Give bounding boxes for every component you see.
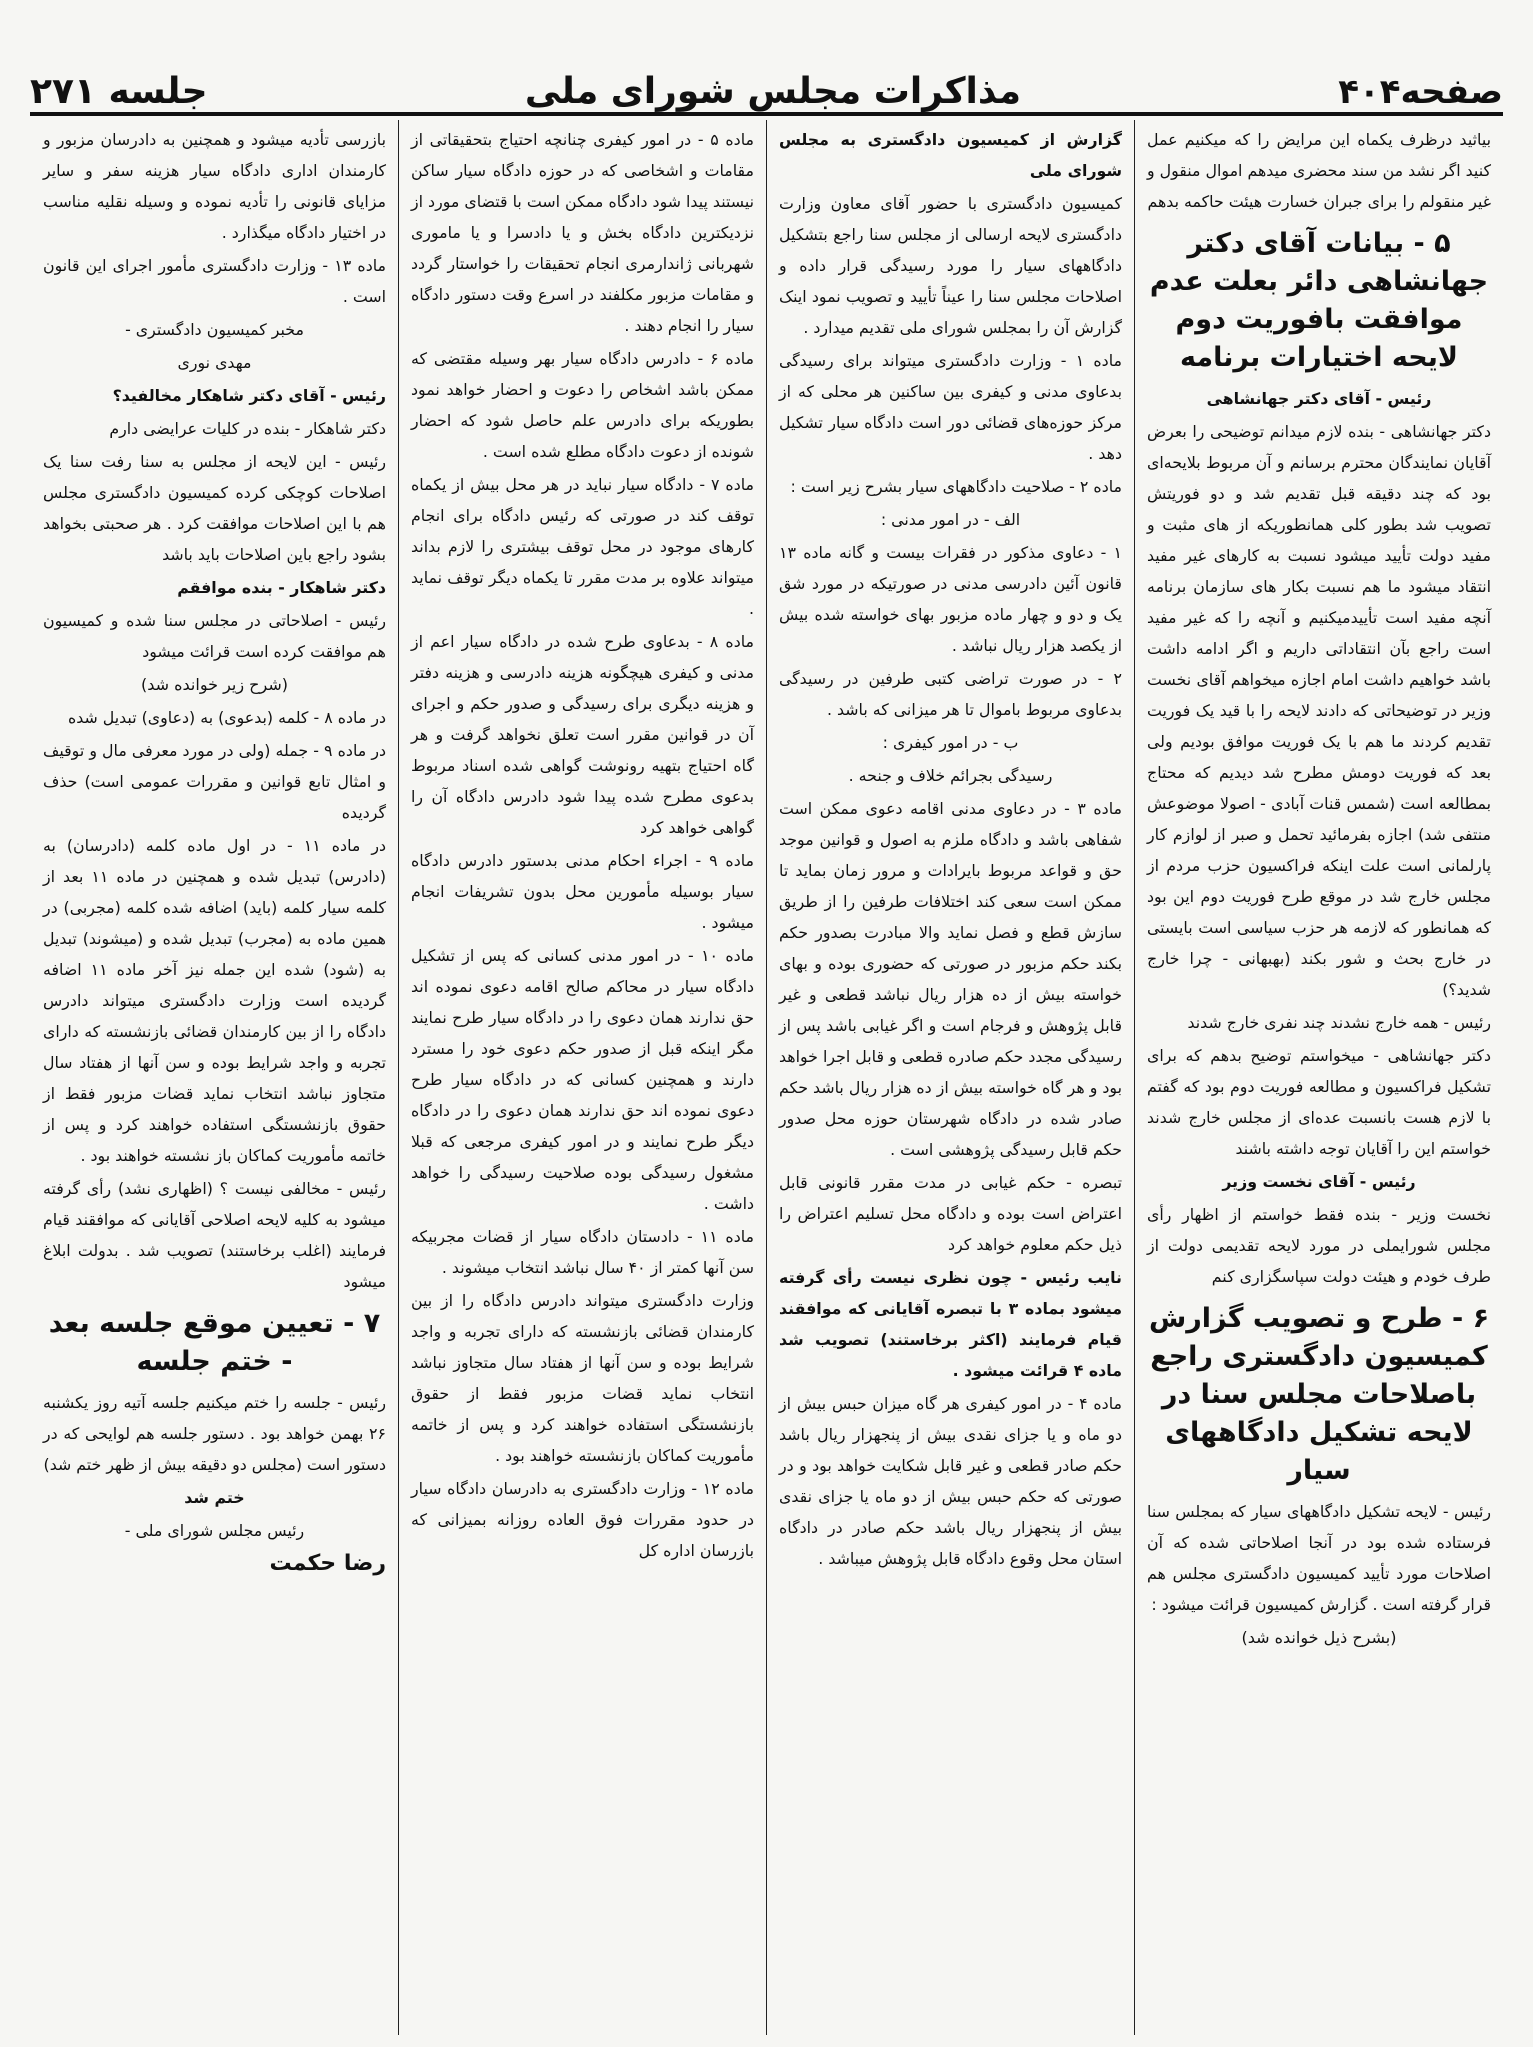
paragraph: رئیس - اصلاحاتی در مجلس سنا شده و کمیسیون هم موافقت کرده است قرائت میشود	[43, 611, 386, 661]
paragraph: ۲ - در صورت تراضی کتبی طرفین در رسیدگی بدعاوی مربوط باموال تا هر میزانی که باشد .	[779, 669, 1122, 719]
paragraph: کمیسیون دادگستری با حضور آقای معاون وزارت دادگستری لایحه ارسالی از مجلس سنا راجع بتشکیل دادگاههای سیار را مورد رسیدگی قرار داده و اصلاحات مجلس سنا را عیناً تأیید و تصویب نمود اینک گزارش آن را بمجلس شورای ملی تقدیم میدارد .	[779, 194, 1122, 337]
paragraph: رئیس - جلسه را ختم میکنیم جلسه آتیه روز یکشنبه ۲۶ بهمن خواهد بود . دستور جلسه هم لوایحی که در دستور است (مجلس دو دقیقه بیش از ظهر ختم شد)	[43, 1393, 386, 1474]
column-4	[31, 120, 399, 2035]
text-columns	[30, 120, 1503, 2035]
paragraph: رئیس - این لایحه از مجلس به سنا رفت سنا یک اصلاحات کوچکی کرده کمیسیون دادگستری مجلس هم با این اصلاحات موافقت کرد . هر صحبتی بخواهد بشود راجع باین اصلاحات باید باشد	[43, 452, 386, 564]
page-header	[30, 50, 1503, 112]
paragraph: در ماده ۹ - جمله (ولی در مورد معرفی مال و توقیف و امثال تابع قوانین و مقررات عمومی است) حذف گردیده	[43, 741, 386, 822]
paragraph: دکتر جهانشاهی - میخواستم توضیح بدهم که برای تشکیل فراکسیون و مطالعه فوریت دوم بود که گفتم با لازم هست بانسبت عده‌ای از مجلس خارج شدند خواستم این را آقایان توجه داشته باشند	[1147, 1046, 1491, 1158]
paragraph: رئیس - آقای نخست وزیر	[1222, 1172, 1416, 1191]
section-title-5: ۵ - بیانات آقای دکتر جهانشاهی دائر بعلت عدم موافقت بافوریت دوم لایحه اختیارات برنامه	[1149, 228, 1489, 373]
paragraph: بیاثید درظرف یکماه این مرایض را که میکنیم عمل کنید اگر نشد من سند محضری میدهم اموال منقول و غیر منقولم را برای جبران خسارت هیئت حاکمه بدهم	[1147, 130, 1491, 211]
paragraph: ۱ - دعاوی مذکور در فقرات بیست و گانه ماده ۱۳ قانون آئین دادرسی مدنی در صورتیکه در مورد شق یک و دو و چهار ماده مزبور بهای خواسته شده بیش از یکصد هزار ریال نباشد .	[779, 543, 1122, 655]
paragraph: ماده ۵ - در امور کیفری چنانچه احتیاج بتحقیقاتی از مقامات و اشخاصی که در حوزه دادگاه سیار ساکن نیستند پیدا شود دادگاه ممکن است با قتضای مورد از نزدیکترین دادگاه بخش و یا دادسرا و یا ماموری شهربانی ژاندارمری انجام تحقیقات را خواستار گردد و مقامات مزبور مکلفند در اسرع وقت دستور دادگاه سیار را انجام دهند .	[411, 130, 754, 335]
paragraph: ماده ۱۲ - وزارت دادگستری به دادرسان دادگاه سیار در حدود مقررات فوق العاده روزانه بمیزانی که بازرسان اداره کل	[411, 1479, 754, 1560]
section-title-6: ۶ - طرح و تصویب گزارش کمیسیون دادگستری راجع باصلاحات مجلس سنا در لایحه تشکیل دادگاههای سیار	[1148, 1303, 1490, 1486]
paragraph: رئیس - مخالفی نیست ؟ (اظهاری نشد) رأی گرفته میشود به کلیه لایحه اصلاحی آقایانی که موافقند قیام فرمایند (اغلب برخاستند) تصویب شد . بدولت ابلاغ میشود	[43, 1179, 386, 1291]
paragraph: الف - در امور مدنی :	[880, 510, 1021, 529]
column-3	[399, 120, 767, 2035]
paragraph: مخبر کمیسیون دادگستری -	[125, 320, 304, 339]
signature-name: رضا حکمت	[269, 1551, 386, 1576]
paragraph: بازرسی تأدیه میشود و همچنین به دادرسان مزبور و کارمندان اداری دادگاه سیار هزینه سفر و سایر مزایای قانونی را تأدیه نموده و وسیله نقلیه مناسب در اختیار دادگاه میگذارد .	[43, 130, 386, 242]
section-title-7: ۷ - تعیین موقع جلسه بعد - ختم جلسه	[48, 1308, 381, 1377]
paragraph: دکتر شاهکار - بنده موافقم	[177, 578, 386, 597]
paragraph: ماده ۱۰ - در امور مدنی کسانی که پس از تشکیل دادگاه سیار در محاکم صالح اقامه دعوی نموده اند حق ندارند همان دعوی را در دادگاه سیار طرح نمایند مگر اینکه قبل از صدور حکم دعوی خود را مسترد دارند و همچنین کسانی که در دادگاه سیار طرح دعوی نموده اند حق ندارند همان دعوی را در دادگاه دیگر طرح نمایند و در امور کیفری مرجعی که قبلا مشغول رسیدگی بوده صلاحیت رسیدگی را خواهد داشت .	[411, 946, 754, 1213]
paragraph: ماده ۶ - دادرس دادگاه سیار بهر وسیله مقتضی که ممکن باشد اشخاص را دعوت و احضار خواهد نمود بطوریکه برای دادرس علم حاصل شود که احضار شونده از دعوت دادگاه مطلع شده است .	[411, 349, 754, 461]
paragraph: گزارش از کمیسیون دادگستری به مجلس شورای ملی	[779, 130, 1122, 180]
paragraph: ماده ۴ - در امور کیفری هر گاه میزان حبس بیش از دو ماه و یا جزای نقدی بیش از پنجهزار ریال باشد حکم صادر قطعی و غیر قابل شکایت خواهد بود و در صورتی که حکم حبس بیش از دو ماه یا جزای نقدی بیش از پنجهزار ریال باشد حکم صادر در دادگاه استان محل وقوع دادگاه قابل پژوهش میباشد .	[779, 1394, 1122, 1568]
paragraph: (شرح زیر خوانده شد)	[141, 675, 288, 694]
header-rule	[30, 112, 1503, 116]
column-1	[1135, 120, 1503, 2035]
paragraph: مهدی نوری	[177, 353, 252, 372]
publication-title: مذاکرات مجلس شورای ملی	[524, 71, 1021, 112]
paragraph: ماده ۷ - دادگاه سیار نباید در هر محل بیش از یکماه توقف کند در صورتی که رئیس دادگاه برای انجام کارهای موجود در محل توقف بیشتری را لازم بداند میتواند علاوه بر مدت مقرر تا یکماه دیگر توقف نماید .	[411, 475, 754, 618]
paragraph: دکتر شاهکار - بنده در کلیات عرایضی دارم	[109, 419, 386, 438]
paragraph: ب - در امور کیفری :	[882, 733, 1019, 752]
paragraph: رسیدگی بجرائم خلاف و جنحه .	[848, 766, 1053, 785]
paragraph: ختم شد	[184, 1488, 245, 1507]
paragraph: رئیس - همه خارج نشدند چند نفری خارج شدند	[1187, 1013, 1491, 1032]
paragraph: رئیس - آقای دکتر شاهکار مخالفید؟	[112, 386, 386, 405]
paragraph: رئیس مجلس شورای ملی -	[124, 1521, 305, 1540]
paragraph: ماده ۱۱ - دادستان دادگاه سیار از قضات مجربیکه سن آنها کمتر از ۴۰ سال نباشد انتخاب میشوند .	[411, 1227, 755, 1277]
paragraph: وزارت دادگستری میتواند دادرس دادگاه را از بین کارمندان قضائی بازنشسته که دارای تجربه و واجد شرایط بوده و سن آنها از هفتاد سال متجاوز نباشد انتخاب نماید قضات مزبور فقط از حقوق بازنشستگی استفاده خواهند کرد و پس از خاتمه مأموریت کماکان بازنشسته خواهند بود .	[411, 1291, 754, 1465]
paragraph: تبصره - حکم غیابی در مدت مقرر قانونی قابل اعتراض است بوده و دادگاه محل تسلیم اعتراض را ذیل حکم معلوم خواهد کرد	[779, 1173, 1122, 1254]
column-2	[767, 120, 1135, 2035]
paragraph: ماده ۱۳ - وزارت دادگستری مأمور اجرای این قانون است .	[43, 256, 386, 306]
paragraph: نخست وزیر - بنده فقط خواستم از اظهار رأی مجلس شورایملی در مورد لایحه تقدیمی دولت از طرف خودم و هیئت دولت سپاسگزاری کنم	[1147, 1205, 1491, 1286]
paragraph: رئیس - آقای دکتر جهانشاهی	[1206, 389, 1432, 408]
paragraph: ماده ۱ - وزارت دادگستری میتواند برای رسیدگی بدعاوی مدنی و کیفری بین ساکنین هر محلی که از مرکز حوزه‌های قضائی دور است دادگاه سیار تشکیل دهد .	[779, 351, 1122, 463]
paragraph: در ماده ۸ - کلمه (بدعوی) به (دعاوی) تبدیل شده	[67, 708, 386, 727]
paragraph: ماده ۹ - اجراء احکام مدنی بدستور دادرس دادگاه سیار بوسیله مأمورین محل بدون تشریفات انجام میشود .	[411, 851, 754, 932]
paragraph: در ماده ۱۱ - در اول ماده کلمه (دادرسان) به (دادرس) تبدیل شده و همچنین در ماده ۱۱ بعد از کلمه سیار کلمه (باید) اضافه شده کلمه (مجربی) در همین ماده به (مجرب) تبدیل شده و (میشوند) تبدیل به (شود) شده این جمله نیز آخر ماده ۱۱ اضافه گردیده است وزارت دادگستری میتواند دادرس دادگاه را از بین کارمندان قضائی بازنشسته که دارای تجربه و واجد شرایط بوده و سن آنها از هفتاد سال متجاوز نباشد انتخاب نماید قضات مزبور فقط از حقوق بازنشستگی استفاده خواهند کرد و پس از خاتمه مأموریت کماکان باز نشسته خواهند بود .	[43, 836, 387, 1165]
paragraph: دکتر جهانشاهی - بنده لازم میدانم توضیحی را بعرض آقایان نمایندگان محترم برسانم و آن مربوط بلایحه‌ای بود که چند دقیقه قبل تقدیم شد و دو فوریتش تصویب شد بطور کلی همانطوریکه از های مثبت و مفید دولت تأیید میشود نسبت به کارهای غیر مفید انتقاد میشود ما هم نسبت بکار های سازمان برنامه آنچه مفید است تأییدمیکنیم و آنچه را که غیر مفید است راجع بآن انتقاداتی داریم و اگر ادامه داشت باشد خواهیم داشت امام اجازه میخواهم آقای نخست وزیر در توضیحاتی که دادند لایحه را با قید یک فوریت تقدیم کردند ما هم با یک فوریت موافق بودیم ولی بعد که فوریت دومش مطرح شد دیدیم که محتاج بمطالعه است (شمس قنات آبادی - اصولا موضوعش منتفی شد) اجازه بفرمائید تحمل و صبر از لوازم کار پارلمانی است علت اینکه فراکسیون حزب مردم از مجلس خارج شد در موقع طرح فوریت دوم این بود که همانطور که لازمه هر حزب سیاسی است بایستی در خارج بحث و شور بکند (بهبهانی - چرا خارج شدید؟)	[1147, 422, 1491, 999]
paragraph: (بشرح ذیل خوانده شد)	[1241, 1628, 1397, 1647]
page-number: صفحه۴۰۴	[1338, 72, 1503, 112]
paragraph: رئیس - لایحه تشکیل دادگاههای سیار که بمجلس سنا فرستاده شده بود در آنجا اصلاحاتی شده که آن اصلاحات مورد تأیید کمیسیون دادگستری مجلس هم قرار گرفته است . گزارش کمیسیون قرائت میشود :	[1147, 1502, 1491, 1614]
session-number: جلسه ۲۷۱	[30, 71, 208, 112]
paragraph: ماده ۲ - صلاحیت دادگاههای سیار بشرح زیر است :	[790, 477, 1122, 496]
paragraph: نایب رئیس - چون نظری نیست رأی گرفته میشود بماده ۳ با تبصره آقایانی که موافقند قیام فرمایند (اکثر برخاستند) تصویب شد ماده ۴ قرائت میشود .	[779, 1268, 1123, 1380]
paragraph: ماده ۳ - در دعاوی مدنی اقامه دعوی ممکن است شفاهی باشد و دادگاه ملزم به اصول و قوانین موجد حق و قواعد مربوط بایرادات و مرور زمان بماید تا ممکن است سعی کند اختلافات طرفین را از طریق سازش قطع و فصل نماید والا مبادرت بصدور حکم بکند حکم مزبور در صورتی که حضوری بوده و بهای خواسته بیش از ده هزار ریال نباشد قطعی و غیر قابل پژوهش و فرجام است و اگر غیابی باشد پس از رسیدگی مجدد حکم صادره قطعی و قابل اجرا خواهد بود و هر گاه خواسته بیش از ده هزار ریال باشد حکم صادر شده در دادگاه شهرستان حوزه محل صدور حکم قابل رسیدگی پژوهشی است .	[779, 799, 1122, 1159]
paragraph: ماده ۸ - بدعاوی طرح شده در دادگاه سیار اعم از مدنی و کیفری هیچگونه هزینه دادرسی و هزینه دفتر و هزینه دیگری برای رسیدگی و صدور حکم و اجرای آن در قوانین مقرر است تعلق نخواهد گرفت و هر گاه احتیاج بتهیه رونوشت گواهی شده اسناد مربوط بدعوی مطرح شده پیدا شود دادرس دادگاه آن را گواهی خواهد کرد	[411, 632, 754, 837]
